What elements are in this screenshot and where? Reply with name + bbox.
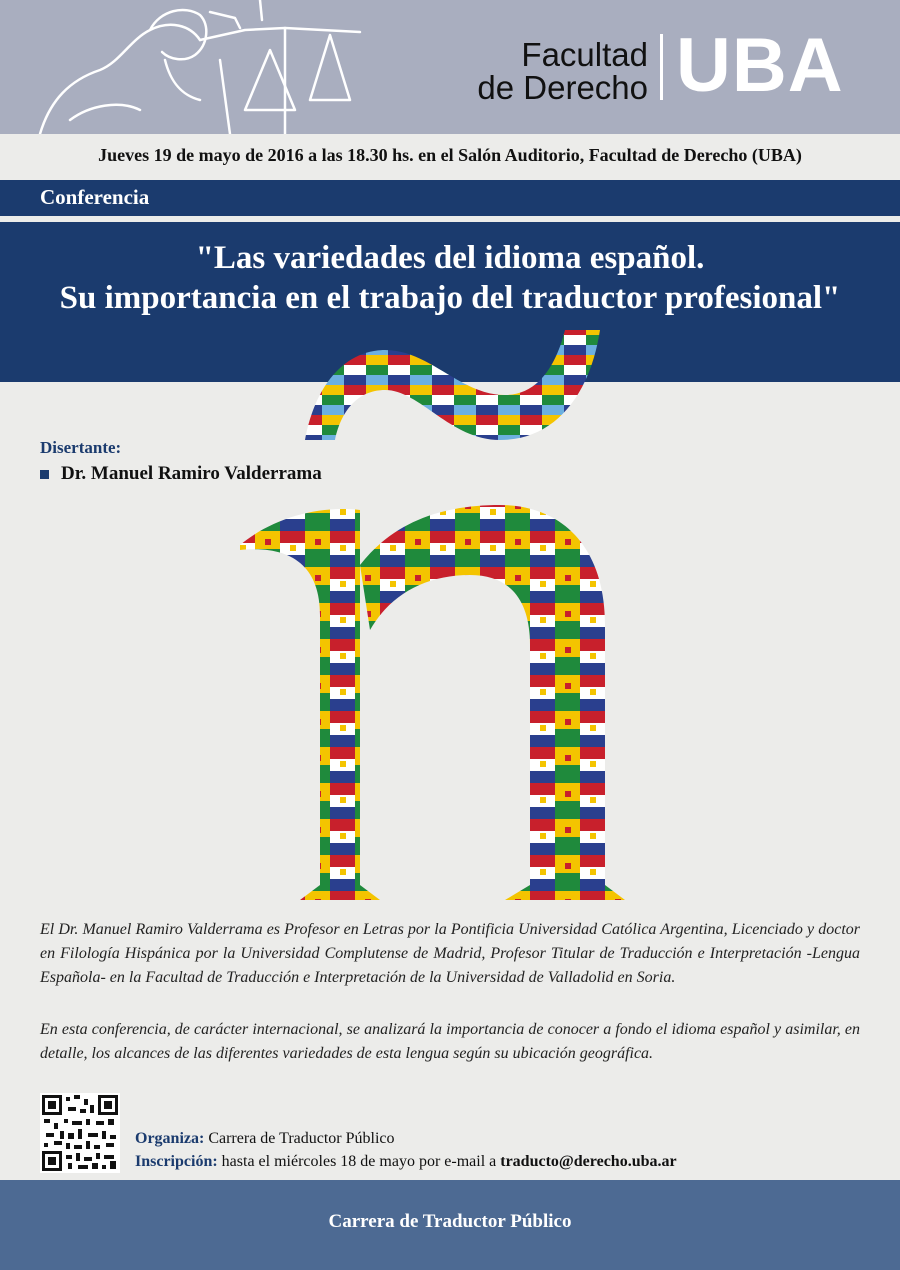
- registration-label: Inscripción:: [135, 1153, 218, 1170]
- speaker-label: Disertante:: [40, 438, 122, 457]
- uba-logo: UBA: [676, 23, 844, 108]
- flag-tilde-illustration: [300, 325, 610, 450]
- brand-divider: [660, 34, 663, 100]
- registration-text: hasta el miércoles 18 de mayo por e-mail a: [221, 1153, 497, 1170]
- event-title-line1: "Las variedades del idioma español.: [195, 240, 705, 276]
- footer-text: Carrera de Traductor Público: [328, 1211, 572, 1232]
- event-date-place: Jueves 19 de mayo de 2016 a las 18.30 hs. en el Salón Auditorio, Facultad de Derecho (UBA): [98, 145, 802, 165]
- registration-line: [135, 1153, 677, 1171]
- organizer-label: Organiza:: [135, 1130, 205, 1147]
- event-title-line2: Su importancia en el trabajo del traductor profesional": [59, 280, 841, 316]
- flag-enye-illustration: [230, 495, 675, 905]
- organizer-line: [135, 1130, 395, 1148]
- event-type-label: Conferencia: [40, 185, 150, 209]
- square-bullet-icon: [40, 470, 49, 479]
- faculty-name: [462, 38, 648, 104]
- speaker-row: [40, 463, 322, 485]
- footer-bar: [0, 1180, 900, 1270]
- qr-code[interactable]: [40, 1093, 120, 1173]
- header-banner: [0, 0, 900, 134]
- speaker-bio: El Dr. Manuel Ramiro Valderrama es Profesor en Letras por la Pontificia Universidad Católica Argentina, Licenciado y doctor en Filología Hispánica por la Universidad Complutense de Madrid, Profesor Titular de Traducción e Interpretación -Lengua Española- en la Facultad de Traducción e Interpretación de la Universidad de Valladolid en Soria.: [40, 921, 860, 986]
- speaker-name: Dr. Manuel Ramiro Valderrama: [61, 463, 322, 484]
- registration-email-link[interactable]: traducto@derecho.uba.ar: [500, 1153, 677, 1170]
- faculty-name-line2: de Derecho: [477, 69, 648, 106]
- organizer-value: Carrera de Traductor Público: [208, 1130, 395, 1147]
- justice-statue-illustration: [30, 0, 410, 134]
- faculty-name-line1: Facultad: [521, 36, 648, 73]
- event-type-bar: [0, 180, 900, 216]
- conference-description: En esta conferencia, de carácter internacional, se analizará la importancia de conocer a fondo el idioma español y asimilar, en detalle, los alcances de las diferentes variedades de esta lengua según su ubicación geográfica.: [40, 1021, 860, 1062]
